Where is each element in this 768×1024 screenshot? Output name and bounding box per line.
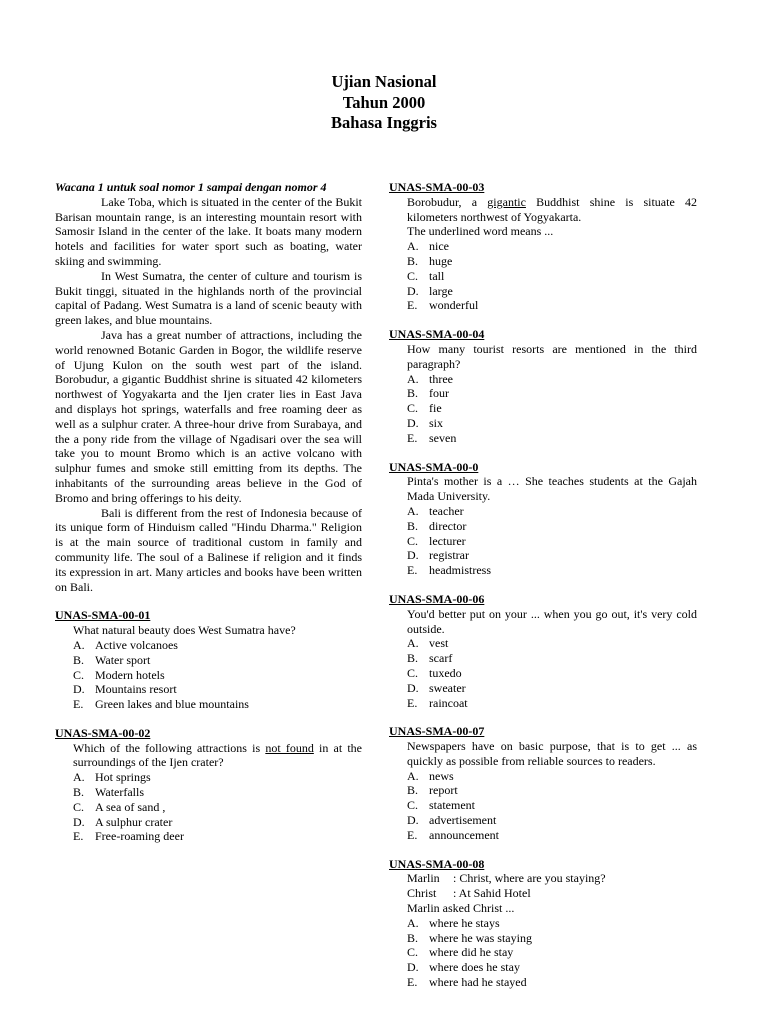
option-d	[389, 960, 697, 975]
option-letter: D.	[407, 548, 419, 563]
option-text: announcement	[429, 827, 499, 842]
question-code: UNAS-SMA-00-02	[55, 725, 151, 740]
option-d	[389, 681, 697, 696]
option-b	[389, 651, 697, 666]
question-01	[55, 608, 362, 712]
option-e	[55, 829, 362, 844]
option-text: A sea of sand ,	[95, 799, 166, 814]
option-c	[55, 668, 362, 683]
option-text: sweater	[429, 680, 466, 695]
question-04	[389, 327, 697, 445]
option-b	[55, 785, 362, 800]
document-title	[0, 72, 768, 134]
option-letter: B.	[407, 253, 419, 268]
reading-passage	[55, 180, 362, 594]
question-code: UNAS-SMA-00-07	[389, 724, 485, 739]
question-text: How many tourist resorts are mentioned in the third paragraph?	[407, 341, 697, 371]
option-letter: A.	[407, 503, 419, 518]
question-05	[389, 460, 697, 578]
title-line-1: Ujian Nasional	[331, 72, 437, 91]
option-letter: B.	[407, 518, 419, 533]
option-letter: E.	[407, 563, 418, 578]
option-d	[389, 813, 697, 828]
option-letter: B.	[407, 651, 419, 666]
passage-paragraph: Java has a great number of attractions, including the world renowned Botanic Garden in Bogor, the wildlife reserve of Ujung Kulon on the south west part of the island. Borobudur, a gigantic Buddhist shrine is situated 42 kilometers northwest of Yogyakarta and the Ijen crater lies in East Java and displays hot springs, waterfalls and free roaming deer as well as a sulphur crater. A three-hour drive from Surabaya, and the a pony ride from the village of Ngadisari over the sea will take you to mount Bromo which is an active volcano with sulphur fumes and smoke still emitting from its depths. The inhabitants of the surrounding areas believe in the God of Bromo and bring offerings to his deity.	[55, 327, 362, 505]
option-d	[389, 284, 697, 299]
question-text-after: Buddhist shine is situate 42 kilometers northwest of Yogyakarta.	[407, 194, 698, 224]
option-text: seven	[429, 430, 457, 445]
option-text: huge	[429, 253, 453, 268]
option-text: headmistress	[429, 563, 491, 578]
option-text: advertisement	[429, 813, 497, 828]
question-code: UNAS-SMA-00-04	[389, 327, 485, 342]
option-a	[55, 770, 362, 785]
option-text: where he was staying	[429, 930, 532, 945]
option-letter: C.	[407, 533, 419, 548]
dialog-line	[389, 871, 697, 886]
option-text: tuxedo	[429, 665, 462, 680]
option-letter: A.	[73, 637, 85, 652]
question-text: Pinta's mother is a … She teaches students at the Gajah Mada University.	[407, 474, 697, 504]
option-b	[55, 653, 362, 668]
speaker-line: : Christ, where are you staying?	[453, 871, 606, 886]
question-text-before: Borobudur, a	[407, 194, 488, 209]
question-text	[55, 741, 362, 771]
option-letter: A.	[407, 371, 419, 386]
option-text: tall	[429, 268, 445, 283]
option-c	[389, 401, 697, 416]
option-text: A sulphur crater	[95, 814, 173, 829]
option-letter: D.	[407, 283, 419, 298]
question-code: UNAS-SMA-00-06	[389, 591, 485, 606]
option-text: where he stays	[429, 915, 500, 930]
option-letter: A.	[407, 636, 419, 651]
option-d	[389, 548, 697, 563]
question-07	[389, 724, 697, 842]
option-b	[389, 254, 697, 269]
option-e	[389, 563, 697, 578]
option-letter: C.	[73, 667, 85, 682]
passage-paragraph: Bali is different from the rest of Indonesia because of its unique form of Hinduism called "Hindu Dharma." Religion is at the main source of traditional custom in family and community life. The soul of a Balinese if religion and it finds its expression in art. Many articles and books have been written on Bali.	[55, 505, 362, 594]
passage-paragraph: In West Sumatra, the center of culture and tourism is Bukit tinggi, situated in the highlands north of the provincial capital of Padang. West Sumatra is a land of scenic beauty with green lakes, and blue mountains.	[55, 268, 362, 328]
underlined-word: gigantic	[487, 194, 526, 209]
question-code: UNAS-SMA-00-08	[389, 856, 485, 871]
option-c	[389, 269, 697, 284]
title-line-3: Bahasa Inggris	[331, 113, 437, 132]
speaker-line: : At Sahid Hotel	[453, 886, 531, 901]
question-code: UNAS-SMA-00-01	[55, 608, 151, 623]
option-text: scarf	[429, 651, 453, 666]
passage-paragraph: Lake Toba, which is situated in the center of the Bukit Barisan mountain range, is an interesting mountain resort with Samosir Island in the center of the lake. It boats many modern hotels and facilities for water sport such as boating, water skiing and swimming.	[55, 194, 362, 268]
option-text: Green lakes and blue mountains	[95, 697, 249, 712]
option-text: report	[429, 783, 458, 798]
option-text: six	[429, 415, 444, 430]
option-text: Modern hotels	[95, 667, 165, 682]
question-text-before: Which of the following attractions is	[73, 740, 266, 755]
option-text: Hot springs	[95, 770, 151, 785]
dialog-line	[389, 886, 697, 901]
question-code: UNAS-SMA-00-03	[389, 180, 485, 194]
option-letter: D.	[407, 680, 419, 695]
option-text: teacher	[429, 503, 464, 518]
question-08	[389, 857, 697, 990]
option-b	[389, 931, 697, 946]
option-letter: C.	[407, 401, 419, 416]
option-c	[389, 798, 697, 813]
option-letter: A.	[407, 915, 419, 930]
option-e	[389, 696, 697, 711]
option-e	[389, 828, 697, 843]
passage-heading: Wacana 1 untuk soal nomor 1 sampai dengan nomor 4	[55, 180, 327, 194]
option-d	[55, 682, 362, 697]
option-text: three	[429, 371, 453, 386]
option-letter: E.	[73, 829, 84, 844]
option-e	[389, 975, 697, 990]
option-text: lecturer	[429, 533, 466, 548]
speaker-name: Christ	[407, 886, 437, 901]
option-text: registrar	[429, 548, 469, 563]
option-a	[389, 504, 697, 519]
option-c	[389, 534, 697, 549]
option-text: Waterfalls	[95, 785, 145, 800]
option-b	[389, 519, 697, 534]
option-letter: A.	[407, 768, 419, 783]
option-c	[389, 945, 697, 960]
option-letter: C.	[73, 799, 85, 814]
option-text: where had he stayed	[429, 975, 527, 990]
option-a	[55, 638, 362, 653]
option-text: Free-roaming deer	[95, 829, 184, 844]
right-column	[389, 180, 697, 990]
option-text: wonderful	[429, 298, 479, 313]
option-letter: D.	[73, 682, 85, 697]
option-letter: D.	[73, 814, 85, 829]
option-e	[389, 431, 697, 446]
option-a	[389, 239, 697, 254]
underlined-phrase: not found	[265, 740, 314, 755]
option-letter: C.	[407, 268, 419, 283]
question-02	[55, 726, 362, 844]
option-text: Mountains resort	[95, 682, 177, 697]
option-letter: E.	[407, 298, 418, 313]
option-text: fie	[429, 401, 442, 416]
option-text: statement	[429, 798, 475, 813]
speaker-name: Marlin	[407, 871, 440, 886]
option-a	[389, 769, 697, 784]
option-d	[389, 416, 697, 431]
option-letter: C.	[407, 665, 419, 680]
option-letter: A.	[407, 239, 419, 254]
question-text: You'd better put on your ... when you go out, it's very cold outside.	[407, 606, 697, 636]
option-c	[55, 800, 362, 815]
left-column	[55, 180, 362, 844]
option-letter: B.	[407, 783, 419, 798]
option-letter: D.	[407, 415, 419, 430]
option-b	[389, 386, 697, 401]
option-letter: B.	[407, 930, 419, 945]
question-text: What natural beauty does West Sumatra have?	[73, 623, 296, 638]
question-text	[389, 195, 697, 225]
option-text: director	[429, 518, 467, 533]
question-text-after: in at the surroundings of the Ijen crater?	[73, 740, 363, 770]
question-03	[389, 180, 697, 313]
option-a	[389, 636, 697, 651]
option-letter: C.	[407, 798, 419, 813]
option-text: where does he stay	[429, 960, 520, 975]
option-letter: E.	[73, 697, 84, 712]
option-e	[55, 697, 362, 712]
option-letter: E.	[407, 695, 418, 710]
option-text: Active volcanoes	[95, 637, 178, 652]
option-a	[389, 916, 697, 931]
option-text: vest	[429, 636, 449, 651]
question-06	[389, 592, 697, 710]
option-text: four	[429, 386, 449, 401]
option-letter: E.	[407, 975, 418, 990]
option-letter: D.	[407, 813, 419, 828]
question-prompt: The underlined word means ...	[407, 224, 554, 239]
option-letter: E.	[407, 430, 418, 445]
option-b	[389, 783, 697, 798]
question-text: Marlin asked Christ ...	[407, 901, 515, 916]
option-letter: E.	[407, 827, 418, 842]
option-text: large	[429, 283, 453, 298]
option-letter: D.	[407, 960, 419, 975]
title-line-2: Tahun 2000	[342, 92, 426, 112]
option-text: where did he stay	[429, 945, 514, 960]
option-letter: A.	[73, 770, 85, 785]
option-d	[55, 815, 362, 830]
option-e	[389, 298, 697, 313]
option-letter: B.	[407, 386, 419, 401]
option-letter: B.	[73, 652, 85, 667]
option-text: news	[429, 768, 454, 783]
option-text: Water sport	[95, 652, 151, 667]
question-text: Newspapers have on basic purpose, that is to get ... as quickly as possible from reliable sources to readers.	[407, 739, 697, 768]
option-a	[389, 372, 697, 387]
option-c	[389, 666, 697, 681]
option-letter: C.	[407, 945, 419, 960]
question-code: UNAS-SMA-00-0	[389, 459, 479, 474]
option-letter: B.	[73, 785, 85, 800]
option-text: nice	[429, 239, 449, 254]
option-text: raincoat	[429, 695, 468, 710]
